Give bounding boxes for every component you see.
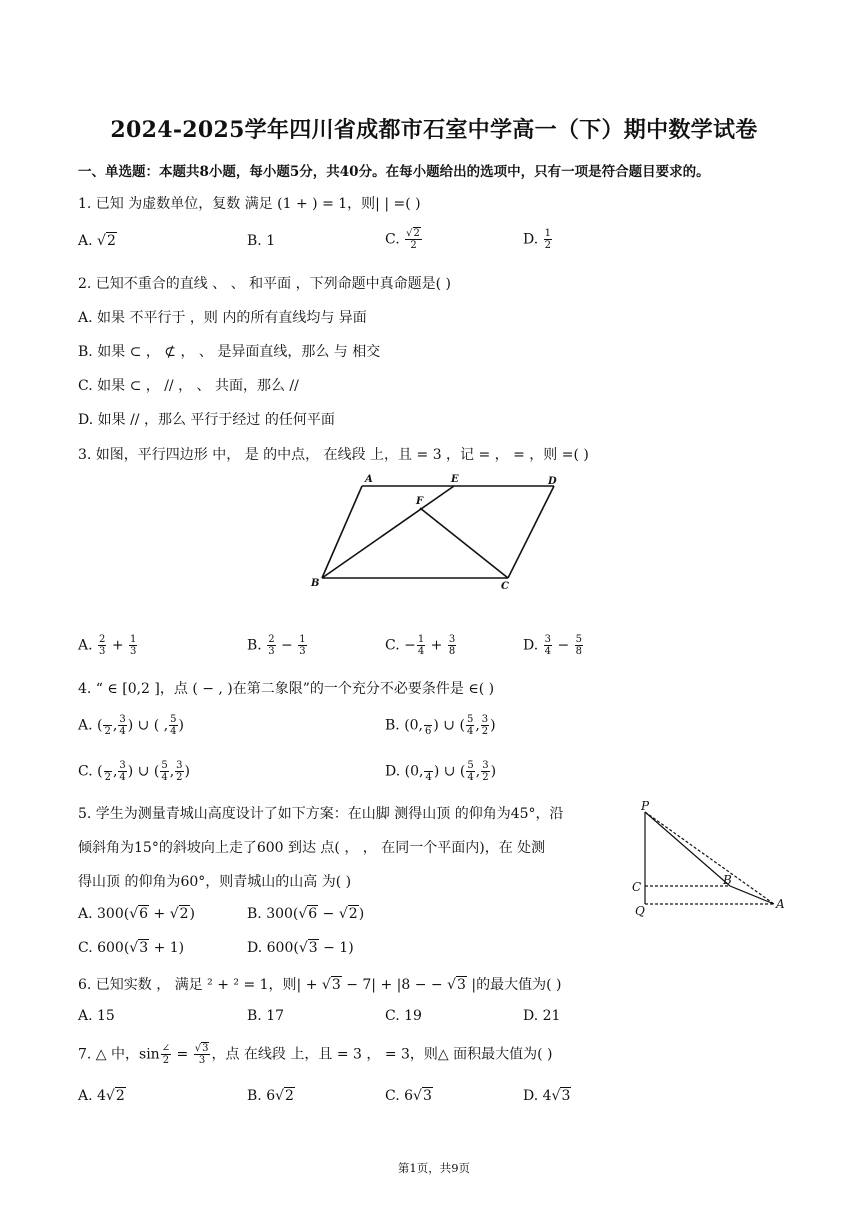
numerator — [424, 760, 432, 772]
radicand: 6 — [139, 906, 149, 922]
operator: ) ∪ ( — [127, 763, 160, 780]
radicand: 3 — [422, 1088, 432, 1104]
q7-option-b: B. 6√2 — [247, 1088, 294, 1104]
denominator: 8 — [448, 646, 456, 657]
fraction — [544, 634, 552, 657]
q3-option-a — [78, 634, 138, 657]
denominator: 2 — [544, 240, 552, 251]
label-e: E — [451, 474, 459, 485]
q4-option-b — [385, 714, 496, 737]
fraction — [544, 228, 552, 251]
fraction: $\frac{√3}{3}$ — [194, 1043, 209, 1066]
q7-option-c: C. 6√3 — [385, 1088, 432, 1104]
q2-stem: 2. 已知不重合的直线 、 、 和平面 ，下列命题中真命题是( ) — [78, 276, 451, 292]
bracket: ) — [490, 763, 497, 780]
q7-option-a: A. 4√2 — [78, 1088, 125, 1104]
fraction — [98, 634, 106, 657]
denominator: 3 — [130, 646, 137, 657]
fraction — [466, 714, 474, 737]
bracket: ) — [358, 906, 365, 922]
radicand: 3 — [202, 1043, 209, 1054]
option-label: A. — [78, 233, 98, 249]
operator: = — [172, 1046, 193, 1063]
radicand: 3 — [308, 940, 318, 956]
separator: , — [112, 763, 118, 780]
bracket: ) — [490, 717, 496, 734]
q1-stem: 1. 已知 为虚数单位，复数 满足 (1 + ) = 1，则| | =( ) — [78, 196, 421, 212]
numerator: 3 — [119, 760, 126, 771]
bracket: ) — [189, 906, 195, 922]
q4-option-d — [385, 760, 496, 783]
q1-option-a: A. √2 — [78, 233, 116, 249]
stem-text: |的最大值为( ) — [466, 977, 562, 993]
numerator: 3 — [176, 760, 183, 771]
option-label: A. ( — [78, 717, 103, 734]
q4-option-a — [78, 714, 184, 737]
q6-option-c: C. 19 — [385, 1008, 422, 1024]
operator: + 1) — [149, 940, 185, 956]
option-label: D. 4 — [523, 1088, 552, 1104]
fraction — [175, 760, 183, 783]
q1-option-d — [523, 228, 553, 251]
q5-option-d: D. 600(√3 − 1) — [247, 940, 354, 956]
label-d: D — [548, 476, 557, 487]
fraction — [169, 714, 177, 737]
fraction — [424, 760, 432, 783]
stem-text: ，点 在线段 上，且 = 3 ， = 3，则△ 面积最大值为( ) — [211, 1046, 553, 1063]
option-label: A. 300( — [78, 906, 130, 922]
fraction — [103, 714, 111, 737]
operator: + — [107, 637, 129, 654]
operator: ) ∪ ( — [433, 763, 466, 780]
q4-option-c — [78, 760, 190, 783]
fraction — [267, 634, 275, 657]
q6-option-b: B. 17 — [247, 1008, 285, 1024]
option-label: B. 300( — [247, 906, 299, 922]
denominator: 3 — [299, 646, 306, 657]
operator: − 1) — [318, 940, 354, 956]
fraction — [298, 634, 306, 657]
option-label: D. — [523, 231, 543, 248]
radicand: 3 — [331, 977, 341, 993]
numerator: ∠ — [161, 1043, 171, 1054]
denominator: 2 — [176, 772, 183, 783]
denominator: 4 — [425, 772, 432, 783]
fraction — [104, 760, 112, 783]
option-label: C. — [385, 231, 405, 248]
operator: − — [276, 637, 298, 654]
denominator: 4 — [170, 726, 177, 737]
exam-title: 2024-2025学年四川省成都市石室中学高一（下）期中数学试卷 — [110, 117, 758, 143]
denominator: 2 — [104, 772, 111, 783]
radicand: 2 — [106, 233, 116, 249]
numerator: 3 — [481, 714, 489, 725]
numerator: 3 — [448, 634, 456, 645]
denominator: 2 — [104, 726, 111, 737]
q5-option-b: B. 300(√6 − √2) — [247, 906, 365, 922]
page-footer: 第1页，共9页 — [397, 1161, 471, 1175]
option-label: C. − — [385, 637, 416, 654]
option-label: B. — [247, 637, 267, 654]
q2-option-c: C. 如果 ⊂ ， // ， 、 共面，那么 // — [78, 378, 299, 394]
q5-stem-line1: 5. 学生为测量青城山高度设计了如下方案：在山脚 测得山顶 的仰角为45°，沿 — [78, 806, 564, 822]
denominator: 3 — [268, 646, 275, 657]
q2-option-b: B. 如果 ⊂ ， ⊄ ， 、 是异面直线，那么 与 相交 — [78, 344, 381, 360]
radicand: 2 — [413, 228, 420, 239]
radicand: 2 — [115, 1088, 125, 1104]
fraction — [118, 714, 126, 737]
operator: − — [318, 906, 339, 922]
fraction — [466, 760, 474, 783]
numerator: 2 — [99, 634, 106, 645]
fraction — [424, 714, 432, 737]
radicand: 6 — [308, 906, 318, 922]
numerator: 5 — [466, 714, 474, 725]
denominator: 4 — [119, 726, 126, 737]
mountain-figure — [628, 798, 798, 920]
bracket: ) — [184, 763, 191, 780]
numerator: 5 — [575, 634, 583, 645]
radicand: 2 — [285, 1088, 294, 1104]
numerator: 1 — [130, 634, 137, 645]
denominator: 4 — [417, 646, 425, 657]
q7-stem — [78, 1043, 553, 1066]
denominator: 4 — [544, 646, 552, 657]
denominator: 4 — [161, 772, 168, 783]
denominator: 2 — [482, 772, 489, 783]
label-a: A — [365, 474, 373, 485]
fraction — [448, 634, 456, 657]
denominator: 2 — [481, 726, 489, 737]
q6-stem: 6. 已知实数 ， 满足 ² + ² = 1，则| + √3 − 7| + |8 − − √3 |的最大值为( ) — [78, 977, 562, 993]
numerator: 1 — [544, 228, 552, 239]
stem-text: 6. 已知实数 ， 满足 ² + ² = 1，则| + — [78, 977, 322, 993]
numerator — [424, 714, 432, 726]
q5-option-c: C. 600(√3 + 1) — [78, 940, 185, 956]
numerator: 1 — [299, 634, 306, 645]
separator: , — [475, 763, 481, 780]
label-b: B — [723, 873, 732, 887]
option-label: A. 4 — [78, 1088, 106, 1104]
denominator: 2 — [162, 1055, 170, 1066]
q1-option-b: B. 1 — [247, 233, 276, 249]
radicand: 3 — [457, 977, 466, 993]
option-label: B. 6 — [247, 1088, 276, 1104]
fraction — [417, 634, 425, 657]
denominator: 3 — [99, 646, 106, 657]
radicand: 3 — [139, 940, 149, 956]
separator: , — [169, 763, 175, 780]
q6-option-d: D. 21 — [523, 1008, 561, 1024]
q2-option-d: D. 如果 // ，那么 平行于经过 的任何平面 — [78, 412, 335, 428]
operator: ) ∪ ( — [433, 717, 465, 734]
q5-stem-line3: 得山顶 的仰角为60°，则青城山的山高 为( ) — [78, 874, 352, 890]
option-label: B. (0, — [385, 717, 424, 734]
q3-stem: 3. 如图，平行四边形 中， 是 的中点， 在线段 上，且 = 3 ，记 = ， = ，则 =( ) — [78, 447, 589, 463]
edge-dc — [508, 486, 554, 578]
radicand: 2 — [348, 906, 358, 922]
stem-text: 7. △ 中，sin — [78, 1046, 160, 1063]
denominator: 6 — [425, 726, 432, 737]
segment-pa — [645, 812, 774, 904]
label-c: C — [501, 581, 509, 592]
option-label: A. — [78, 637, 98, 654]
numerator: 3 — [544, 634, 552, 645]
numerator: 5 — [161, 760, 168, 771]
fraction — [160, 760, 168, 783]
separator: , — [112, 717, 118, 734]
q3-option-c — [385, 634, 457, 657]
operator: + — [149, 906, 170, 922]
numerator: 5 — [467, 760, 474, 771]
numerator: 3 — [119, 714, 126, 725]
radicand: 2 — [179, 906, 189, 922]
fraction — [481, 714, 489, 737]
fraction — [575, 634, 583, 657]
q6-option-a: A. 15 — [78, 1008, 115, 1024]
section-heading: 一、单选题：本题共8小题，每小题5分，共40分。在每小题给出的选项中，只有一项是符合题目要求的。 — [78, 164, 710, 180]
q3-option-b — [247, 634, 308, 657]
fraction — [481, 760, 489, 783]
radicand: 3 — [561, 1088, 571, 1104]
segment-fc — [420, 508, 508, 578]
denominator: 3 — [198, 1055, 206, 1066]
denominator: 4 — [466, 726, 474, 737]
option-label: C. 6 — [385, 1088, 414, 1104]
numerator — [104, 760, 112, 772]
q5-stem-line2: 倾斜角为15°的斜坡向上走了600 到达 点( ， ， 在同一个平面内)，在 处测 — [78, 840, 546, 856]
label-c: C — [632, 880, 642, 894]
q1-option-c — [385, 228, 423, 251]
label-a: A — [776, 897, 785, 911]
fraction — [129, 634, 137, 657]
numerator: 5 — [170, 714, 177, 725]
label-q: Q — [635, 904, 645, 918]
q5-option-a: A. 300(√6 + √2) — [78, 906, 195, 922]
operator: + — [426, 637, 447, 654]
numerator: 3 — [482, 760, 489, 771]
fraction: $\frac{√2}{2}$ — [406, 228, 420, 251]
label-p: P — [641, 799, 650, 813]
stem-text: − 7| + |8 − − — [341, 977, 448, 993]
option-label: D. 600( — [247, 940, 299, 956]
q7-option-d: D. 4√3 — [523, 1088, 571, 1104]
numerator — [103, 714, 111, 726]
label-f: F — [416, 496, 424, 507]
numerator: 1 — [417, 634, 425, 645]
option-label: C. 600( — [78, 940, 130, 956]
segment-pb — [645, 812, 730, 886]
denominator: 8 — [575, 646, 583, 657]
q3-option-d — [523, 634, 584, 657]
fraction — [118, 760, 126, 783]
option-label: D. — [523, 637, 543, 654]
operator: ) ∪ ( , — [127, 717, 169, 734]
option-label: D. (0, — [385, 763, 424, 780]
separator: , — [475, 717, 480, 734]
label-b: B — [311, 578, 320, 589]
fraction — [161, 1043, 171, 1066]
q4-stem: 4. “ ∈ [0,2 ]，点 ( − , )在第二象限”的一个充分不必要条件是 ∈( ) — [78, 681, 495, 697]
denominator: 4 — [119, 772, 126, 783]
bracket: ) — [178, 717, 184, 734]
operator: − — [553, 637, 574, 654]
option-label: C. ( — [78, 763, 103, 780]
denominator: 4 — [467, 772, 474, 783]
numerator: 2 — [268, 634, 275, 645]
parallelogram-figure — [308, 472, 568, 592]
q2-option-a: A. 如果 不平行于 ，则 内的所有直线均与 异面 — [78, 310, 367, 326]
denominator: 2 — [410, 240, 417, 251]
